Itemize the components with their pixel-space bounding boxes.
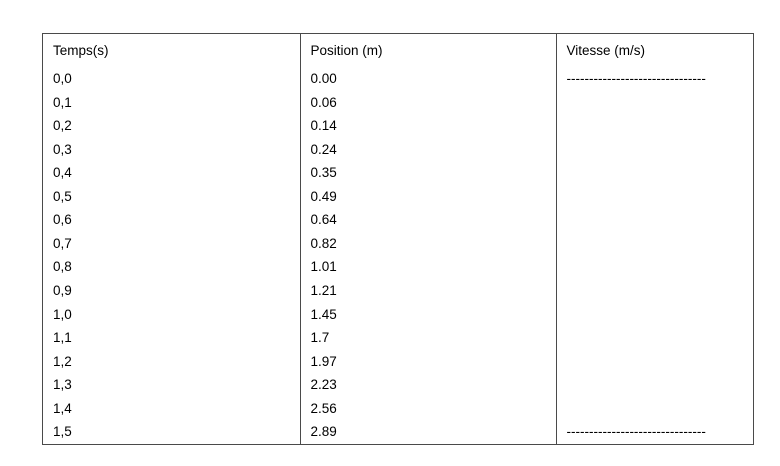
cell-temps (43, 420, 300, 444)
cell-temps (43, 326, 300, 350)
cell-temps (43, 350, 300, 374)
cell-vitesse (556, 161, 753, 185)
cell-temps-value: 0,3 (53, 141, 72, 157)
cell-position-value: 0.14 (310, 118, 337, 134)
cell-position-value: 1.7 (310, 330, 330, 346)
cell-temps (43, 232, 300, 256)
cell-position (300, 373, 556, 397)
cell-temps-value: 0,1 (53, 94, 72, 110)
cell-vitesse-value: ------------------------------- (566, 71, 706, 87)
cell-position-value: 0.35 (310, 165, 337, 181)
cell-position-value: 0.64 (310, 212, 337, 228)
table-row (43, 373, 753, 397)
cell-position (300, 326, 556, 350)
cell-temps (43, 67, 300, 91)
table-row (43, 350, 753, 374)
cell-temps-value: 0,4 (53, 165, 72, 181)
column-header-temps (43, 34, 300, 67)
table-row (43, 185, 753, 209)
cell-vitesse (556, 255, 753, 279)
table-row (43, 397, 753, 421)
cell-temps (43, 138, 300, 162)
cell-temps-value: 1,2 (53, 353, 72, 369)
cell-temps-value: 0,7 (53, 235, 72, 251)
table-row (43, 420, 753, 444)
cell-vitesse (556, 279, 753, 303)
cell-position-value: 1.01 (310, 259, 337, 275)
cell-temps (43, 185, 300, 209)
cell-position (300, 255, 556, 279)
cell-vitesse (556, 114, 753, 138)
cell-temps-value: 0,9 (53, 283, 72, 298)
cell-temps-value: 0,8 (53, 259, 72, 275)
cell-position-value: 0.49 (310, 188, 337, 204)
cell-position (300, 161, 556, 185)
table-row (43, 279, 753, 303)
cell-vitesse (556, 326, 753, 350)
table-body (43, 34, 753, 444)
cell-position-value: 0.00 (310, 71, 337, 87)
cell-position (300, 350, 556, 374)
cell-temps (43, 373, 300, 397)
cell-temps (43, 91, 300, 115)
cell-vitesse (556, 208, 753, 232)
cell-temps (43, 303, 300, 327)
table-row (43, 114, 753, 138)
cell-temps (43, 208, 300, 232)
cell-position (300, 232, 556, 256)
table-header-row (43, 34, 753, 67)
table-row (43, 91, 753, 115)
table-row (43, 138, 753, 162)
cell-position (300, 91, 556, 115)
cell-position (300, 279, 556, 303)
cell-vitesse (556, 373, 753, 397)
cell-temps-value: 0,0 (53, 71, 72, 87)
cell-position (300, 138, 556, 162)
table-row (43, 326, 753, 350)
table-row (43, 303, 753, 327)
cell-position (300, 397, 556, 421)
column-header-position-label: Position (m) (310, 43, 383, 58)
cell-vitesse (556, 185, 753, 209)
table-row (43, 208, 753, 232)
cell-position (300, 114, 556, 138)
column-header-temps-label: Temps(s) (53, 43, 109, 58)
cell-temps (43, 279, 300, 303)
cell-vitesse (556, 138, 753, 162)
cell-position-value: 0.82 (310, 235, 337, 251)
column-header-position (300, 34, 556, 67)
column-header-vitesse (556, 34, 753, 67)
cell-vitesse (556, 303, 753, 327)
cell-temps (43, 161, 300, 185)
table-row (43, 67, 753, 91)
cell-temps-value: 1,4 (53, 400, 72, 416)
cell-position-value: 2.23 (310, 377, 337, 393)
cell-temps-value: 0,5 (53, 188, 72, 204)
cell-temps-value: 1,0 (53, 306, 72, 322)
table-row (43, 255, 753, 279)
cell-position-value: 0.06 (310, 94, 337, 110)
cell-temps (43, 255, 300, 279)
cell-temps (43, 114, 300, 138)
column-header-vitesse-label: Vitesse (m/s) (566, 43, 646, 58)
cell-temps (43, 397, 300, 421)
cell-vitesse-value: ------------------------------- (566, 424, 706, 440)
cell-temps-value: 0,2 (53, 118, 72, 134)
cell-position (300, 303, 556, 327)
table-row (43, 232, 753, 256)
cell-vitesse (556, 350, 753, 374)
measurements-table-container (42, 33, 754, 445)
cell-temps-value: 0,6 (53, 212, 72, 228)
cell-vitesse (556, 91, 753, 115)
cell-vitesse (556, 420, 753, 444)
cell-temps-value: 1,1 (53, 330, 72, 346)
cell-position-value: 1.97 (310, 353, 337, 369)
cell-temps-value: 1,5 (53, 424, 72, 440)
cell-position-value: 1.45 (310, 306, 337, 322)
cell-position-value: 1.21 (310, 283, 337, 298)
cell-vitesse (556, 232, 753, 256)
cell-position (300, 420, 556, 444)
cell-vitesse (556, 397, 753, 421)
cell-position-value: 2.56 (310, 400, 337, 416)
cell-position (300, 208, 556, 232)
cell-vitesse (556, 67, 753, 91)
measurements-table (43, 34, 753, 444)
table-row (43, 161, 753, 185)
cell-position-value: 2.89 (310, 424, 337, 440)
cell-position (300, 185, 556, 209)
cell-position-value: 0.24 (310, 141, 337, 157)
cell-temps-value: 1,3 (53, 377, 72, 393)
cell-position (300, 67, 556, 91)
